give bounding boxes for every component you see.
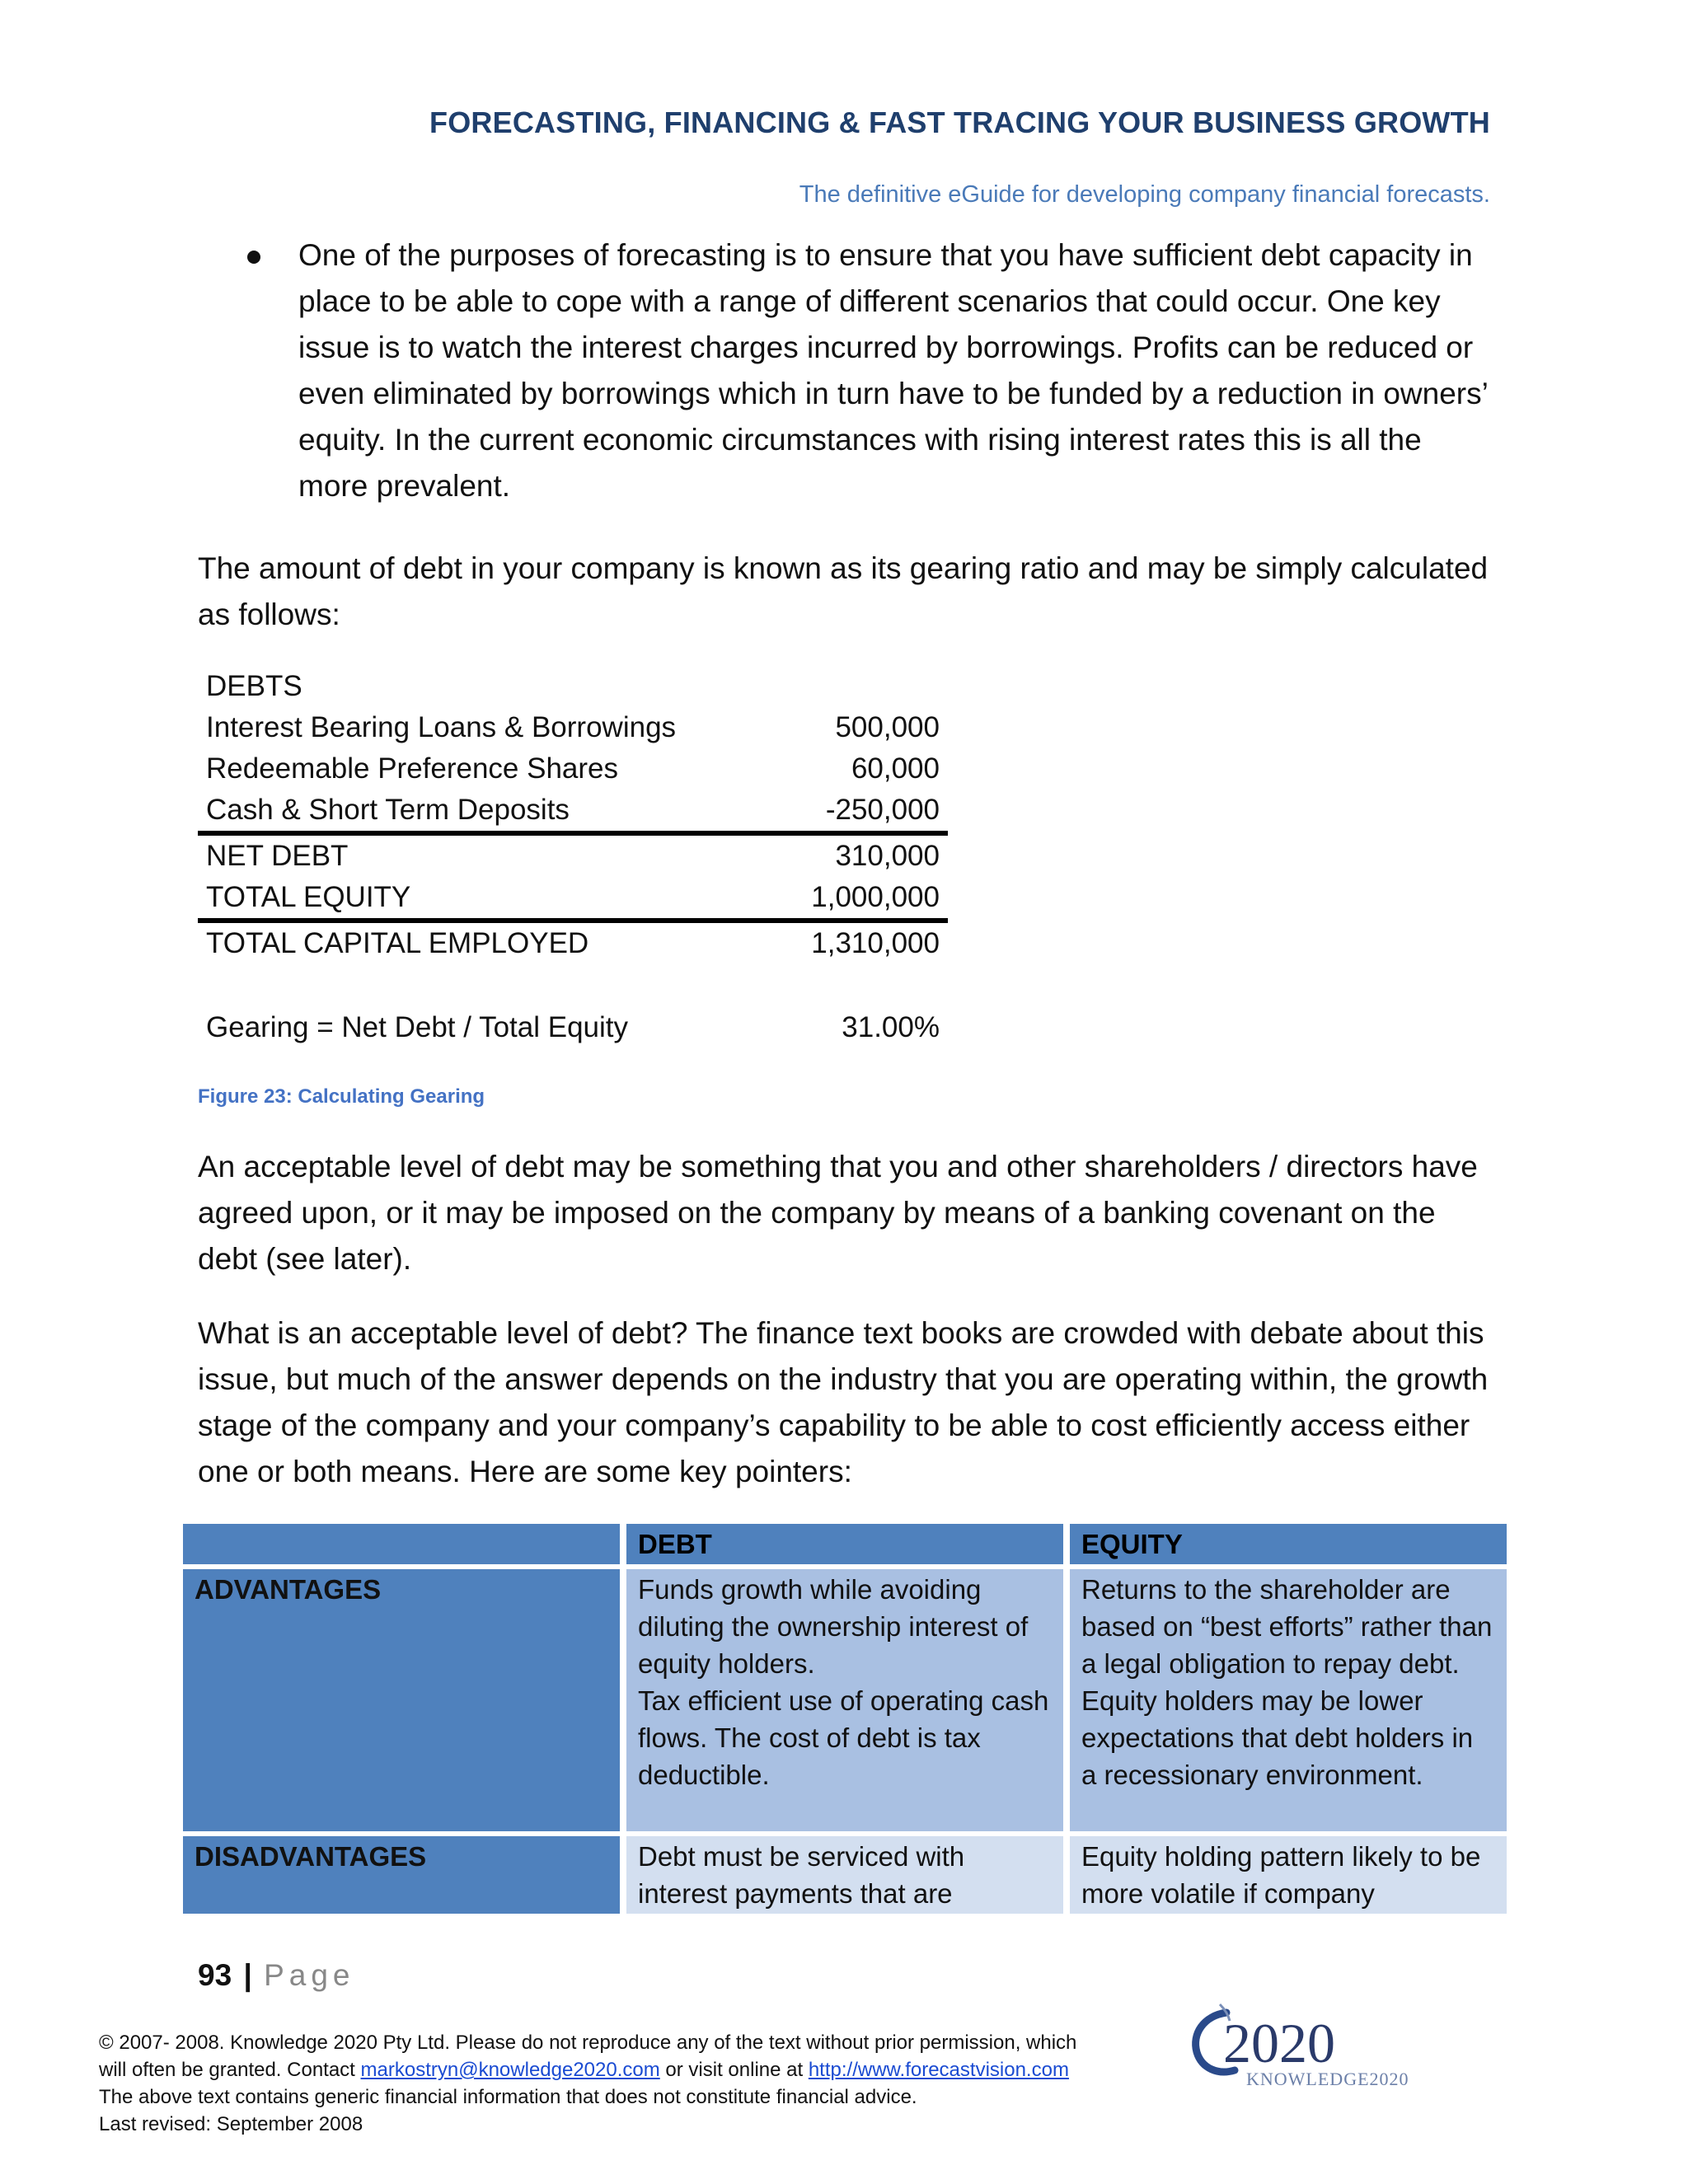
gearing-label: TOTAL EQUITY bbox=[206, 881, 411, 913]
footer-line-1: © 2007- 2008. Knowledge 2020 Pty Ltd. Please do not reproduce any of the text without prior permission, which bbox=[99, 2032, 1077, 2054]
footer-contact-text: will often be granted. Contact bbox=[99, 2059, 361, 2081]
table-row bbox=[183, 1569, 1507, 1831]
column-header-equity: EQUITY bbox=[1070, 1524, 1507, 1564]
website-link[interactable]: http://www.forecastvision.com bbox=[808, 2059, 1069, 2081]
pointers-table bbox=[176, 1519, 1513, 1919]
page-number bbox=[198, 1958, 355, 1993]
header-title: FORECASTING, FINANCING & FAST TRACING YOUR BUSINESS GROWTH bbox=[429, 105, 1490, 139]
gearing-table bbox=[198, 666, 948, 1048]
disadvantages-debt-cell: Debt must be serviced with interest payments that are bbox=[626, 1836, 1063, 1914]
table-row bbox=[198, 877, 948, 921]
table-row bbox=[198, 921, 948, 964]
gearing-label: Redeemable Preference Shares bbox=[206, 752, 619, 785]
gearing-value: -250,000 bbox=[825, 794, 940, 826]
gearing-intro-paragraph: The amount of debt in your company is known as its gearing ratio and may be simply calculated as follows: bbox=[198, 551, 1489, 631]
gearing-value: 1,000,000 bbox=[811, 881, 940, 913]
gearing-label: Cash & Short Term Deposits bbox=[206, 794, 570, 826]
logo-word: KNOWLEDGE2020 bbox=[1246, 2069, 1409, 2089]
table-row bbox=[198, 833, 948, 877]
gearing-heading: DEBTS bbox=[206, 670, 302, 702]
header-subtitle: The definitive eGuide for developing company financial forecasts. bbox=[799, 181, 1490, 208]
gearing-value: 500,000 bbox=[835, 711, 940, 743]
gearing-value: 1,310,000 bbox=[705, 921, 948, 964]
knowledge2020-logo bbox=[1187, 2001, 1426, 2092]
page-number-value: 93 bbox=[198, 1958, 232, 1992]
table-row bbox=[183, 1836, 1507, 1914]
logo-number: 2020 bbox=[1223, 2012, 1335, 2074]
gearing-value: 310,000 bbox=[705, 833, 948, 877]
figure-caption: Figure 23: Calculating Gearing bbox=[198, 1085, 485, 1108]
row-header-disadvantages: DISADVANTAGES bbox=[183, 1836, 620, 1914]
gearing-formula-label: Gearing = Net Debt / Total Equity bbox=[206, 1011, 628, 1043]
table-row bbox=[198, 748, 948, 790]
footer-line-2 bbox=[99, 2056, 1076, 2083]
gearing-label: NET DEBT bbox=[198, 833, 705, 877]
column-header-debt: DEBT bbox=[626, 1524, 1063, 1564]
acceptable-paragraph: An acceptable level of debt may be something that you and other shareholders / directors have agreed upon, or it may be imposed on the company by means of a banking covenant on the debt (see later). bbox=[198, 1150, 1478, 1276]
advantages-equity-cell: Returns to the shareholder are based on “best efforts” rather than a legal obligation to repay debt. Equity holders may be lower expectations that debt holders in a recessionary environment. bbox=[1070, 1569, 1507, 1831]
advantages-debt-cell: Funds growth while avoiding diluting the ownership interest of equity holders. Tax efficient use of operating cash flows. The cost of debt is tax deductible. bbox=[626, 1569, 1063, 1831]
email-link[interactable]: markostryn@knowledge2020.com bbox=[360, 2059, 660, 2081]
table-row bbox=[198, 790, 948, 833]
bullet-icon bbox=[247, 251, 260, 264]
gearing-label: Interest Bearing Loans & Borrowings bbox=[206, 711, 677, 743]
footer-visit-text: or visit online at bbox=[659, 2059, 809, 2081]
gearing-formula-row bbox=[198, 1007, 948, 1048]
row-header-advantages: ADVANTAGES bbox=[183, 1569, 620, 1831]
bullet-text: One of the purposes of forecasting is to ensure that you have sufficient debt capacity in place to be able to cope with a range of different scenarios that could occur. One key issue is to watch the interest charges incurred by borrowings. Profits can be reduced or even eliminated by borrowings which in turn have to be funded by a reduction in owners’ equity. In the current economic circumstances with rising interest rates this is all the more prevalent. bbox=[298, 238, 1488, 503]
page-content bbox=[198, 232, 1492, 1523]
disadvantages-equity-cell: Equity holding pattern likely to be more volatile if company bbox=[1070, 1836, 1507, 1914]
footer-line-3: The above text contains generic financial information that does not constitute financial advice. bbox=[99, 2086, 917, 2108]
page-word: Page bbox=[264, 1958, 355, 1992]
gearing-formula-value: 31.00% bbox=[842, 1011, 940, 1043]
footer-line-4: Last revised: September 2008 bbox=[99, 2113, 363, 2135]
gearing-value: 60,000 bbox=[851, 752, 940, 785]
header-blank-cell bbox=[183, 1524, 620, 1564]
what-paragraph: What is an acceptable level of debt? The finance text books are crowded with debate about this issue, but much of the answer depends on the industry that you are operating within, the growth stage of the company and your company’s capability to be able to cost efficiently access either one or both means. Here are some key pointers: bbox=[198, 1316, 1489, 1488]
page-separator: | bbox=[243, 1958, 252, 1992]
gearing-label: TOTAL CAPITAL EMPLOYED bbox=[198, 921, 705, 964]
table-row bbox=[198, 707, 948, 748]
bullet-paragraph bbox=[198, 232, 1492, 509]
footer-copyright bbox=[99, 2029, 1076, 2138]
